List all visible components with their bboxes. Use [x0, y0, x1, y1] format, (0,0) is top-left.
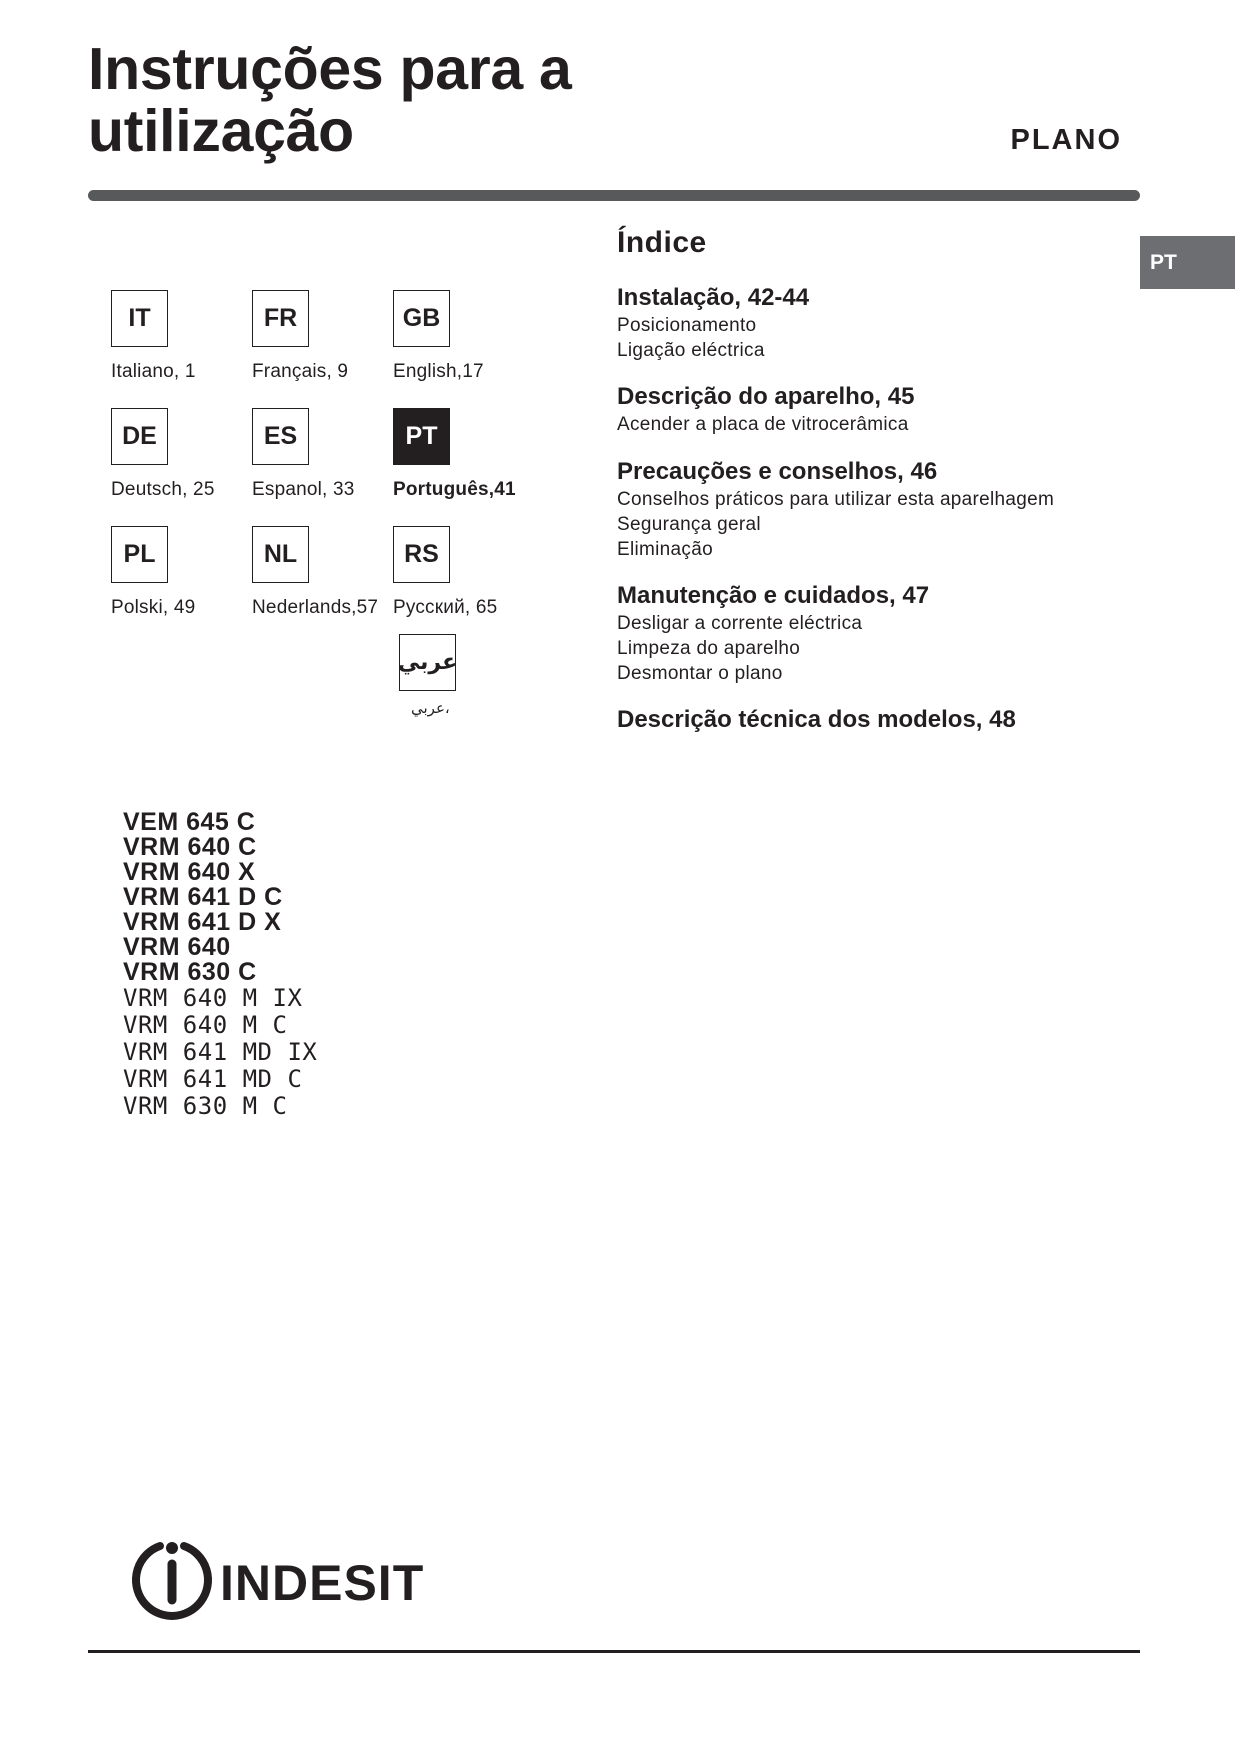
- model-item: VRM 640 X: [123, 858, 256, 886]
- language-code-box: DE: [111, 408, 168, 465]
- language-label: عربي،: [411, 699, 450, 717]
- language-code-box: FR: [252, 290, 309, 347]
- model-item: VRM 640 M C: [123, 1011, 288, 1039]
- language-de[interactable]: [111, 408, 261, 501]
- model-item: VRM 641 MD IX: [123, 1038, 318, 1066]
- language-nl[interactable]: [252, 526, 402, 619]
- footer-divider: [88, 1650, 1140, 1653]
- index-item: Desligar a corrente eléctrica: [617, 613, 863, 634]
- index-section-heading: Descrição do aparelho, 45: [617, 383, 915, 410]
- model-list: [123, 810, 317, 1120]
- index-title: Índice: [617, 226, 707, 259]
- language-side-tab: PT: [1140, 236, 1235, 289]
- language-it[interactable]: [111, 290, 261, 383]
- language-label: English,17: [393, 361, 484, 382]
- index-item: Conselhos práticos para utilizar esta aparelhagem: [617, 489, 1055, 510]
- language-label: Polski, 49: [111, 597, 196, 618]
- language-fr[interactable]: [252, 290, 402, 383]
- index-item: Segurança geral: [617, 514, 761, 535]
- language-label: Italiano, 1: [111, 361, 196, 382]
- language-label: Nederlands,57: [252, 597, 379, 618]
- index-section-technical: [617, 705, 1016, 735]
- index-item: Desmontar o plano: [617, 663, 783, 684]
- language-code-box: RS: [393, 526, 450, 583]
- index-section-description: [617, 382, 914, 437]
- model-item: VRM 630 M C: [123, 1092, 288, 1120]
- language-code-box: ES: [252, 408, 309, 465]
- product-name: PLANO: [1010, 124, 1122, 156]
- title-line-2: utilização: [88, 98, 354, 164]
- index-section-heading: Instalação, 42-44: [617, 284, 810, 311]
- language-ar[interactable]: [399, 634, 549, 717]
- language-code-box: IT: [111, 290, 168, 347]
- model-item: VRM 641 D X: [123, 908, 282, 936]
- language-label: Deutsch, 25: [111, 479, 215, 500]
- svg-text:INDESIT: INDESIT: [220, 1555, 425, 1611]
- language-es[interactable]: [252, 408, 402, 501]
- index-section-heading: Precauções e conselhos, 46: [617, 458, 938, 485]
- model-item: VRM 640 C: [123, 833, 257, 861]
- index-item: Acender a placa de vitrocerâmica: [617, 414, 909, 435]
- index-section-installation: [617, 283, 809, 363]
- index-item: Ligação eléctrica: [617, 340, 765, 361]
- model-item: VRM 640 M IX: [123, 984, 303, 1012]
- index-section-heading: Descrição técnica dos modelos, 48: [617, 706, 1016, 733]
- language-gb[interactable]: [393, 290, 543, 383]
- language-code-box: GB: [393, 290, 450, 347]
- index-section-heading: Manutenção e cuidados, 47: [617, 582, 930, 609]
- index-section-precautions: [617, 457, 1054, 562]
- index-item: Limpeza do aparelho: [617, 638, 801, 659]
- document-title: [88, 38, 572, 162]
- language-rs[interactable]: [393, 526, 543, 619]
- indesit-logo: [128, 1536, 428, 1631]
- language-label: Français, 9: [252, 361, 349, 382]
- language-code-box: PL: [111, 526, 168, 583]
- language-code-box: عربي: [399, 634, 456, 691]
- language-pt[interactable]: [393, 408, 543, 501]
- language-label: Espanol, 33: [252, 479, 355, 500]
- header-divider: [88, 190, 1140, 201]
- title-line-1: Instruções para a: [88, 36, 572, 102]
- index-item: Posicionamento: [617, 315, 757, 336]
- index-section-maintenance: [617, 581, 929, 686]
- model-item: VRM 641 D C: [123, 883, 283, 911]
- language-pl[interactable]: [111, 526, 261, 619]
- language-label: Русский, 65: [393, 597, 498, 618]
- index-item: Eliminação: [617, 539, 713, 560]
- model-item: VRM 640: [123, 933, 231, 961]
- language-label-active: Português,41: [393, 479, 516, 500]
- language-code-box-active: PT: [393, 408, 450, 465]
- model-item: VRM 641 MD C: [123, 1065, 303, 1093]
- model-item: VRM 630 C: [123, 958, 257, 986]
- model-item: VEM 645 C: [123, 808, 256, 836]
- language-code-box: NL: [252, 526, 309, 583]
